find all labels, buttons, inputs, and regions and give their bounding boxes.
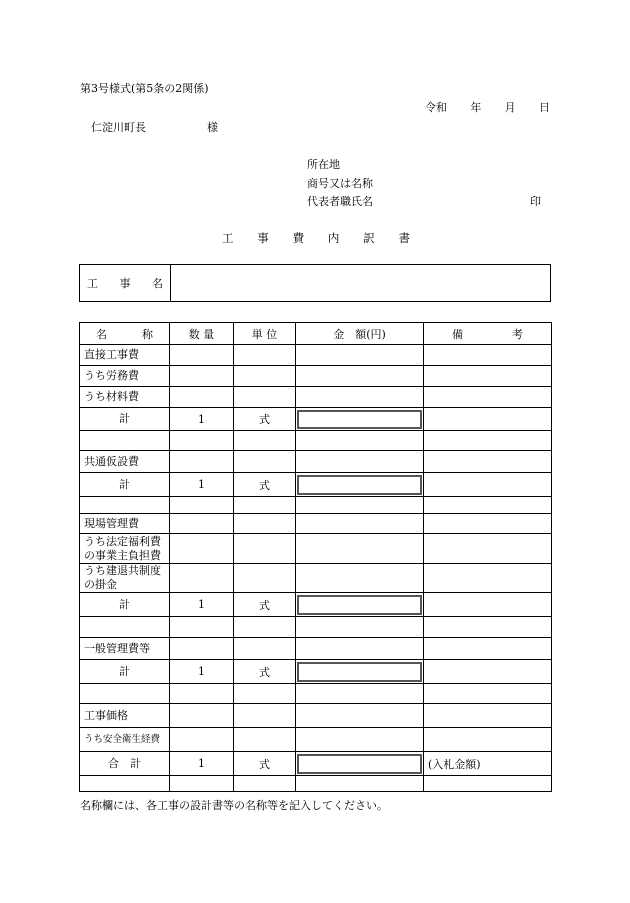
row-remarks[interactable] xyxy=(424,366,552,387)
amount-input-box[interactable] xyxy=(297,475,422,495)
row-name: 計 xyxy=(80,408,170,431)
row-name: 計 xyxy=(80,473,170,497)
row-amount[interactable] xyxy=(296,776,424,792)
row-quantity[interactable] xyxy=(170,514,234,534)
date-year: 年 xyxy=(470,101,482,114)
addressee-name: 仁淀川町長 xyxy=(91,121,146,134)
row-quantity[interactable] xyxy=(170,534,234,564)
row-remarks[interactable] xyxy=(424,514,552,534)
row-amount[interactable] xyxy=(296,534,424,564)
row-quantity[interactable]: 1 xyxy=(170,408,234,431)
row-quantity[interactable] xyxy=(170,776,234,792)
row-remarks[interactable] xyxy=(424,473,552,497)
table-row xyxy=(80,451,552,473)
title-char: 事 xyxy=(257,231,269,245)
header-name: 名 称 xyxy=(80,323,170,345)
table-row xyxy=(80,345,552,366)
row-remarks[interactable] xyxy=(424,776,552,792)
row-name xyxy=(80,617,170,638)
row-quantity[interactable] xyxy=(170,431,234,451)
seal-label: 印 xyxy=(530,195,541,208)
row-unit[interactable] xyxy=(234,497,296,514)
table-row xyxy=(80,660,552,684)
row-remarks[interactable] xyxy=(424,638,552,660)
row-amount[interactable] xyxy=(296,704,424,728)
row-name: 工事価格 xyxy=(80,704,170,728)
row-amount[interactable] xyxy=(296,497,424,514)
form-number: 第3号様式(第5条の2関係) xyxy=(80,82,209,95)
row-remarks[interactable] xyxy=(424,534,552,564)
table-row xyxy=(80,514,552,534)
row-name: 一般管理費等 xyxy=(80,638,170,660)
row-amount[interactable] xyxy=(296,638,424,660)
amount-input-box[interactable] xyxy=(297,410,422,429)
date-day: 日 xyxy=(538,101,550,114)
row-amount-cell xyxy=(296,408,424,431)
row-name: 現場管理費 xyxy=(80,514,170,534)
company-label: 商号又は名称 xyxy=(307,177,373,190)
row-unit[interactable]: 式 xyxy=(234,593,296,617)
table-row xyxy=(80,684,552,704)
row-quantity[interactable]: 1 xyxy=(170,593,234,617)
row-unit[interactable]: 式 xyxy=(234,660,296,684)
row-quantity[interactable] xyxy=(170,345,234,366)
row-unit[interactable] xyxy=(234,366,296,387)
table-row xyxy=(80,564,552,593)
title-char: 内 xyxy=(327,231,340,245)
row-name: うち安全衛生経費 xyxy=(80,728,170,752)
row-remarks[interactable]: (入札金額) xyxy=(424,752,552,776)
row-remarks[interactable] xyxy=(424,704,552,728)
table-row xyxy=(80,408,552,431)
row-amount[interactable] xyxy=(296,728,424,752)
row-remarks[interactable] xyxy=(424,728,552,752)
row-remarks[interactable] xyxy=(424,431,552,451)
row-name: うち労務費 xyxy=(80,366,170,387)
row-unit[interactable] xyxy=(234,564,296,593)
row-quantity[interactable] xyxy=(170,451,234,473)
header-quantity: 数 量 xyxy=(170,323,234,345)
address-label: 所在地 xyxy=(307,158,340,171)
amount-input-box[interactable] xyxy=(297,595,422,615)
table-row xyxy=(80,366,552,387)
row-remarks[interactable] xyxy=(424,387,552,408)
row-name xyxy=(80,497,170,514)
document-title xyxy=(222,230,410,246)
row-remarks[interactable] xyxy=(424,408,552,431)
row-amount-cell xyxy=(296,473,424,497)
table-row xyxy=(80,431,552,451)
row-name xyxy=(80,431,170,451)
row-unit[interactable] xyxy=(234,728,296,752)
row-unit[interactable] xyxy=(234,776,296,792)
row-unit[interactable] xyxy=(234,684,296,704)
row-name: 共通仮設費 xyxy=(80,451,170,473)
table-row xyxy=(80,593,552,617)
row-name: 計 xyxy=(80,593,170,617)
row-quantity[interactable] xyxy=(170,617,234,638)
table-row xyxy=(80,752,552,776)
header-amount: 金 額(円) xyxy=(296,323,424,345)
row-name: うち法定福利費の事業主負担費 xyxy=(80,534,170,564)
row-amount-cell xyxy=(296,752,424,776)
title-char: 訳 xyxy=(363,231,375,245)
row-quantity[interactable] xyxy=(170,728,234,752)
title-char: 工 xyxy=(222,231,234,245)
representative-label: 代表者職氏名 xyxy=(307,195,373,208)
row-name: うち材料費 xyxy=(80,387,170,408)
addressee-honorific: 様 xyxy=(207,121,218,134)
row-quantity[interactable]: 1 xyxy=(170,473,234,497)
table-row xyxy=(80,728,552,752)
header-remarks: 備 考 xyxy=(424,323,552,345)
project-name-label: 工 事 名 xyxy=(80,265,171,301)
title-char: 費 xyxy=(292,231,305,245)
row-quantity[interactable]: 1 xyxy=(170,752,234,776)
row-amount[interactable] xyxy=(296,431,424,451)
row-amount[interactable] xyxy=(296,684,424,704)
row-amount[interactable] xyxy=(296,366,424,387)
row-name: 合 計 xyxy=(80,752,170,776)
row-quantity[interactable] xyxy=(170,704,234,728)
row-remarks[interactable] xyxy=(424,660,552,684)
row-name: 直接工事費 xyxy=(80,345,170,366)
row-unit[interactable]: 式 xyxy=(234,752,296,776)
row-unit[interactable]: 式 xyxy=(234,408,296,431)
row-quantity[interactable] xyxy=(170,684,234,704)
cost-breakdown-table xyxy=(79,322,552,792)
row-unit[interactable] xyxy=(234,617,296,638)
row-quantity[interactable] xyxy=(170,497,234,514)
row-name xyxy=(80,776,170,792)
date-era: 令和 xyxy=(425,101,447,114)
row-amount-cell xyxy=(296,593,424,617)
row-unit[interactable]: 式 xyxy=(234,473,296,497)
table-row xyxy=(80,704,552,728)
table-row xyxy=(80,534,552,564)
amount-input-box[interactable] xyxy=(297,754,422,774)
row-quantity[interactable] xyxy=(170,564,234,593)
row-unit[interactable] xyxy=(234,451,296,473)
footnote: 名称欄には、各工事の設計書等の名称等を記入してください。 xyxy=(80,799,388,812)
project-name-field[interactable] xyxy=(171,265,550,301)
row-quantity[interactable] xyxy=(170,638,234,660)
row-unit[interactable] xyxy=(234,431,296,451)
row-name: うち建退共制度の掛金 xyxy=(80,564,170,593)
table-row xyxy=(80,638,552,660)
row-name: 計 xyxy=(80,660,170,684)
table-row xyxy=(80,497,552,514)
row-amount[interactable] xyxy=(296,345,424,366)
table-header-row xyxy=(80,323,552,345)
row-amount[interactable] xyxy=(296,617,424,638)
row-remarks[interactable] xyxy=(424,451,552,473)
row-remarks[interactable] xyxy=(424,593,552,617)
row-remarks[interactable] xyxy=(424,497,552,514)
row-unit[interactable] xyxy=(234,345,296,366)
row-amount-cell xyxy=(296,660,424,684)
amount-input-box[interactable] xyxy=(297,662,422,682)
row-name xyxy=(80,684,170,704)
row-amount[interactable] xyxy=(296,564,424,593)
title-char: 書 xyxy=(398,231,410,245)
date-line xyxy=(425,99,550,115)
row-amount[interactable] xyxy=(296,451,424,473)
row-unit[interactable] xyxy=(234,534,296,564)
row-amount[interactable] xyxy=(296,387,424,408)
header-unit: 単 位 xyxy=(234,323,296,345)
row-quantity[interactable] xyxy=(170,387,234,408)
table-row xyxy=(80,387,552,408)
row-unit[interactable] xyxy=(234,638,296,660)
row-unit[interactable] xyxy=(234,387,296,408)
table-row xyxy=(80,776,552,792)
row-quantity[interactable]: 1 xyxy=(170,660,234,684)
date-month: 月 xyxy=(504,101,516,114)
project-name-box xyxy=(79,264,551,302)
row-remarks[interactable] xyxy=(424,684,552,704)
row-unit[interactable] xyxy=(234,514,296,534)
row-quantity[interactable] xyxy=(170,366,234,387)
row-amount[interactable] xyxy=(296,514,424,534)
row-remarks[interactable] xyxy=(424,564,552,593)
table-row xyxy=(80,617,552,638)
row-remarks[interactable] xyxy=(424,617,552,638)
row-remarks[interactable] xyxy=(424,345,552,366)
row-unit[interactable] xyxy=(234,704,296,728)
table-row xyxy=(80,473,552,497)
